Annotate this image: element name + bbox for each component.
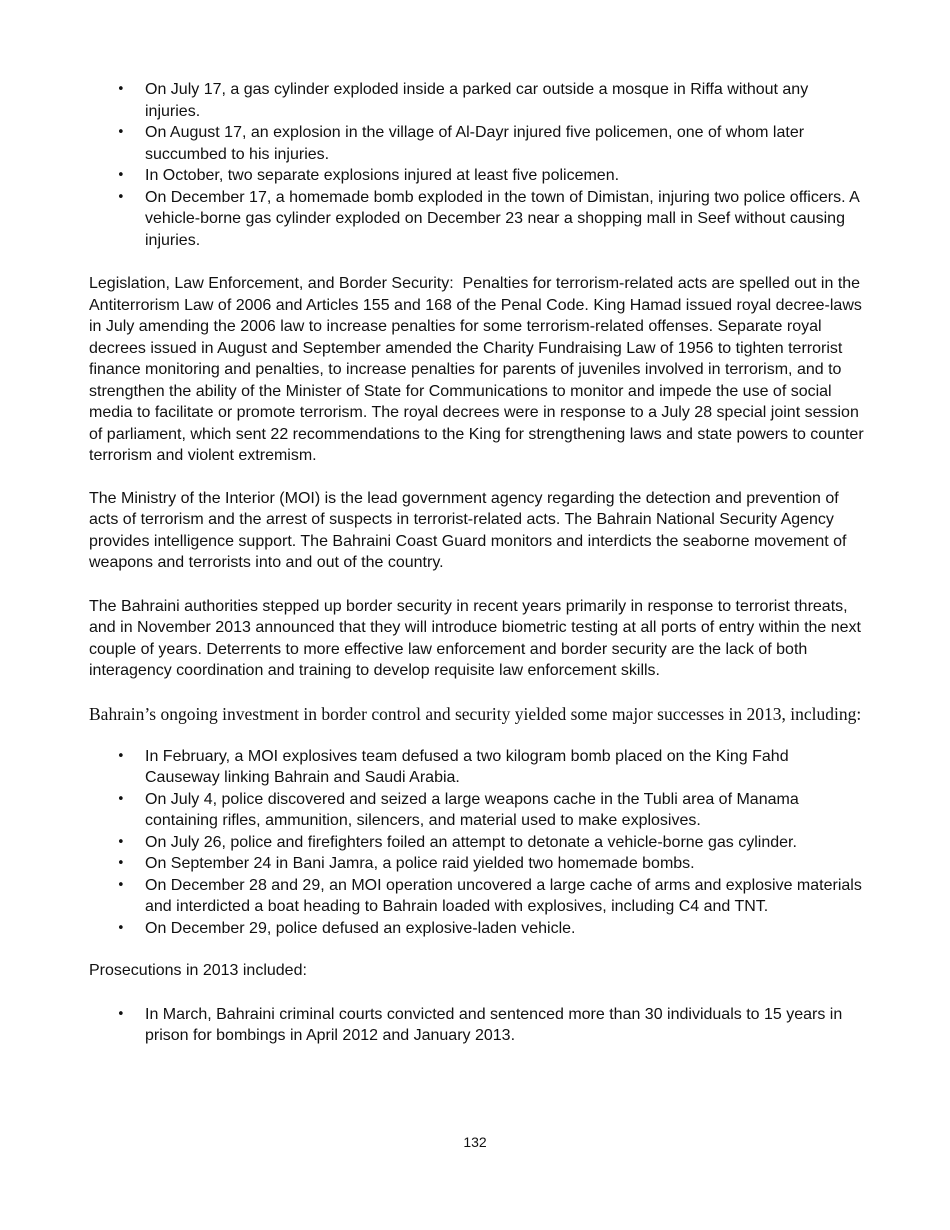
list-item-text: On September 24 in Bani Jamra, a police raid yielded two homemade bombs. (145, 855, 695, 872)
list-item (89, 79, 864, 122)
page-number: 132 (463, 1134, 487, 1150)
investment-paragraph: Bahrain’s ongoing investment in border control and security yielded some major successes in 2013, including: (89, 703, 862, 724)
list-item-text: On December 17, a homemade bomb exploded in the town of Dimistan, injuring two police officers. A vehicle-borne gas cylinder exploded on December 23 near a shopping mall in Seef without causing injuries. (145, 188, 859, 249)
bullet-icon: • (117, 834, 125, 850)
legislation-paragraph (89, 273, 864, 467)
list-item-text: On July 17, a gas cylinder exploded inside a parked car outside a mosque in Riffa without any injuries. (145, 81, 809, 120)
list-item (89, 165, 864, 187)
section-heading: Legislation, Law Enforcement, and Border Security: (89, 275, 454, 292)
prosecutions-list (89, 1004, 864, 1047)
list-item (89, 187, 864, 252)
list-item (89, 122, 864, 165)
list-item (89, 853, 864, 875)
successes-list (89, 746, 864, 940)
bullet-icon: • (117, 877, 125, 893)
list-item-text: On July 26, police and firefighters foiled an attempt to detonate a vehicle-borne gas cylinder. (145, 833, 797, 851)
incidents-list (89, 79, 864, 251)
list-item-text: On December 29, police defused an explosive-laden vehicle. (145, 919, 576, 937)
list-item-text: On July 4, police discovered and seized a large weapons cache in the Tubli area of Manama containing rifles, ammunition, silencers, and material used to make explosives. (145, 790, 799, 829)
bullet-icon: • (117, 920, 125, 936)
list-item (89, 1004, 864, 1047)
list-item-text: In October, two separate explosions injured at least five policemen. (145, 167, 620, 184)
bullet-icon: • (117, 856, 125, 871)
list-item (89, 875, 864, 918)
prosecutions-paragraph: Prosecutions in 2013 included: (89, 962, 307, 979)
list-item (89, 918, 864, 940)
bullet-icon: • (117, 748, 125, 764)
moi-paragraph: The Ministry of the Interior (MOI) is the lead government agency regarding the detection and prevention of acts of terrorism and the arrest of suspects in terrorist-related acts. The Bahrain National Security Agency provides intelligence support. The Bahraini Coast Guard monitors and interdicts the seaborne movement of weapons and terrorists into and out of the country. (89, 489, 847, 571)
bullet-icon: • (117, 791, 125, 807)
list-item-text: In March, Bahraini criminal courts convicted and sentenced more than 30 individuals to 15 years in prison for bombings in April 2012 and January 2013. (145, 1005, 843, 1044)
list-item (89, 746, 864, 789)
list-item (89, 789, 864, 832)
bullet-icon: • (117, 189, 125, 205)
bullet-icon: • (117, 82, 125, 97)
border-security-paragraph: The Bahraini authorities stepped up border security in recent years primarily in response to terrorist threats, and in November 2013 announced that they will introduce biometric testing at all ports of entry within the next couple of years. Deterrents to more effective law enforcement and border security are the lack of both interagency coordination and training to develop requisite law enforcement skills. (89, 597, 861, 679)
legislation-text: Penalties for terrorism-related acts are spelled out in the Antiterrorism Law of 2006 and Articles 155 and 168 of the Penal Code. King Hamad issued royal decree-laws in July amending the 2006 law to increase penalties for some terrorism-related offenses. Separate royal decrees issued in August and September amended the Charity Fundraising Law of 1956 to tighten terrorist finance monitoring and penalties, to increase penalties for parents of juveniles involved in terrorism, and to strengthen the ability of the Minister of State for Communications to monitor and impede the use of social media to facilitate or promote terrorism. The royal decrees were in response to a July 28 special joint session of parliament, which sent 22 recommendations to the King for strengthening laws and state powers to counter terrorism and violent extremism. (89, 275, 864, 464)
bullet-icon: • (117, 125, 125, 140)
list-item-text: In February, a MOI explosives team defused a two kilogram bomb placed on the King Fahd Causeway linking Bahrain and Saudi Arabia. (145, 747, 789, 786)
bullet-icon: • (117, 168, 125, 183)
bullet-icon: • (117, 1006, 125, 1022)
list-item (89, 832, 864, 854)
document-page (89, 79, 864, 1047)
list-item-text: On August 17, an explosion in the village of Al-Dayr injured five policemen, one of whom later succumbed to his injuries. (145, 124, 805, 163)
list-item-text: On December 28 and 29, an MOI operation uncovered a large cache of arms and explosive materials and interdicted a boat heading to Bahrain loaded with explosives, including C4 and TNT. (145, 876, 862, 915)
